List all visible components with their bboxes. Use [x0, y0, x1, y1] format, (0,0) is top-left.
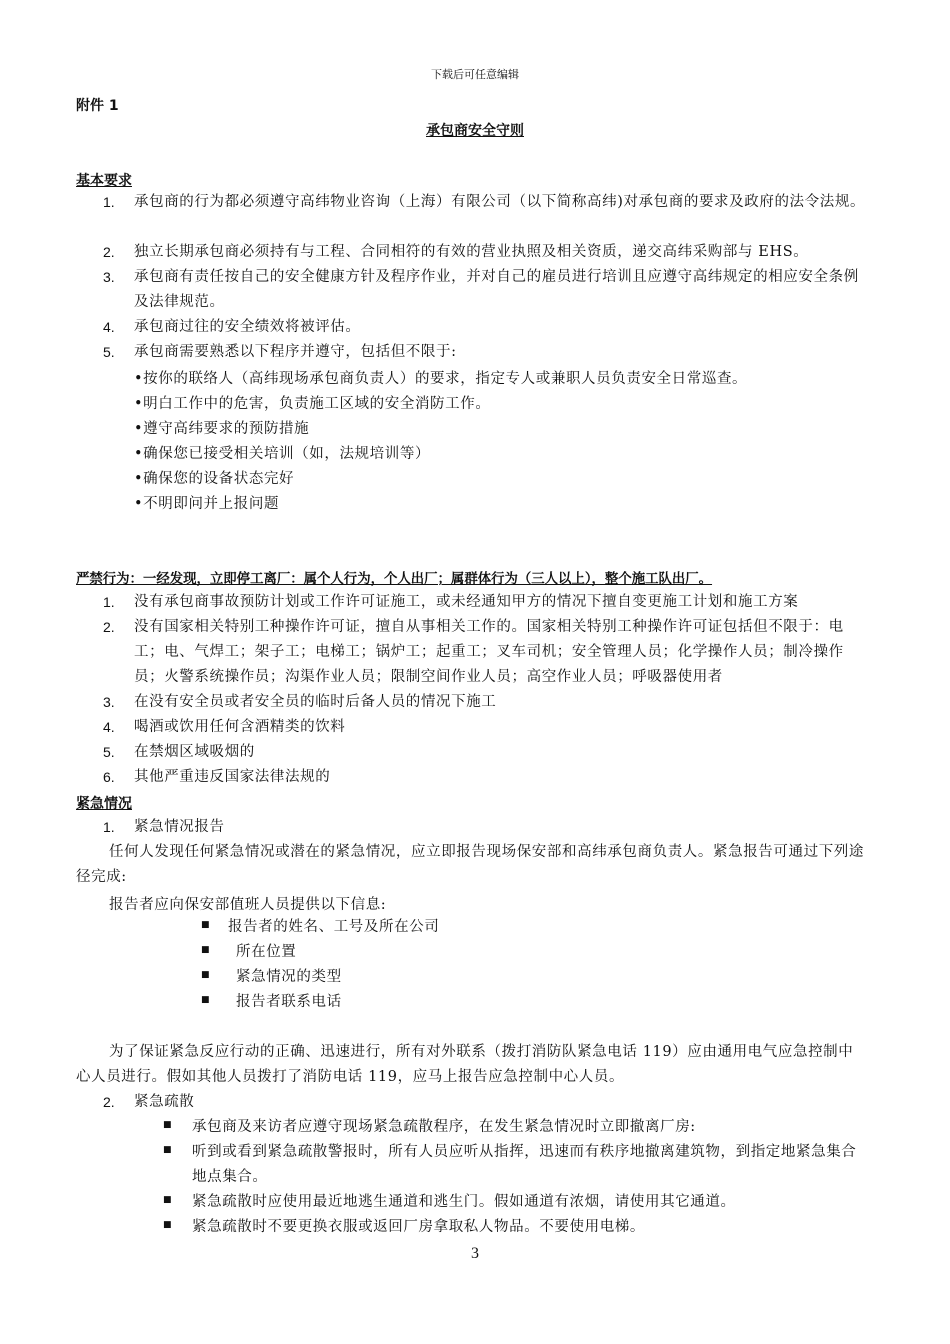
info-item: 紧急情况的类型: [236, 969, 342, 985]
evac-item: 紧急疏散时应使用最近地逃生通道和逃生门。假如通道有浓烟，请使用其它通道。: [192, 1194, 736, 1210]
square-bullet-icon: ■: [201, 945, 210, 955]
square-bullet-icon: ■: [201, 970, 210, 980]
contact-paragraph: 为了保证紧急反应行动的正确、迅速进行，所有对外联系（拨打消防队紧急电话 119）应由通用电气应急控制中心人员进行。假如其他人员拨打了消防电话 119，应马上报告应急控制中心人员。: [76, 1044, 854, 1085]
item-number: 6.: [103, 769, 115, 785]
info-intro: 报告者应向保安部值班人员提供以下信息:: [109, 897, 387, 913]
square-bullet-icon: ■: [201, 995, 210, 1005]
square-bullet-icon: ■: [201, 920, 210, 930]
item-number: 3.: [103, 694, 115, 710]
bullet-item: •遵守高纬要求的预防措施: [134, 421, 310, 437]
subsection-label: 紧急情况报告: [134, 819, 225, 835]
page-number: 3: [471, 1245, 479, 1262]
item-text: 承包商过往的安全绩效将被评估。: [134, 319, 361, 335]
item-text: 没有承包商事故预防计划或工作许可证施工，或未经通知甲方的情况下擅自变更施工计划和施工方案: [134, 594, 799, 610]
info-item: 所在位置: [236, 944, 297, 960]
bullet-item: •不明即问并上报问题: [134, 496, 280, 512]
bullet-item: •确保您已接受相关培训（如，法规培训等）: [134, 446, 431, 462]
item-text: 喝酒或饮用任何含酒精类的饮料: [134, 719, 346, 735]
square-bullet-icon: ■: [163, 1145, 172, 1155]
report-paragraph: 任何人发现任何紧急情况或潜在的紧急情况，应立即报告现场保安部和高纬承包商负责人。紧急报告可通过下列途径完成:: [76, 844, 864, 885]
item-text: 承包商的行为都必须遵守高纬物业咨询（上海）有限公司（以下简称高纬)对承包商的要求及政府的法令法规。: [134, 194, 866, 210]
subsection-number: 1.: [103, 819, 115, 835]
bullet-item: •确保您的设备状态完好: [134, 471, 295, 487]
item-number: 4.: [103, 319, 115, 335]
item-number: 2.: [103, 619, 115, 635]
subsection-number: 2.: [103, 1094, 115, 1110]
item-text: 没有国家相关特别工种操作许可证，擅自从事相关工作的。国家相关特别工种操作许可证包括但不限于：电工；电、气焊工；架子工；电梯工；锅炉工；起重工；叉车司机；安全管理人员；化学操作人员；制冷操作员；火警系统操作员；沟渠作业人员；限制空间作业人员；高空作业人员；呼吸器使用者: [134, 619, 844, 685]
square-bullet-icon: ■: [163, 1120, 172, 1130]
evac-item: 听到或看到紧急疏散警报时，所有人员应听从指挥，迅速而有秩序地撤离建筑物，到指定地紧急集合地点集合。: [192, 1144, 857, 1185]
section-heading-basic: 基本要求: [76, 173, 132, 189]
evac-item: 紧急疏散时不要更换衣服或返回厂房拿取私人物品。不要使用电梯。: [192, 1219, 645, 1235]
item-text: 独立长期承包商必须持有与工程、合同相符的有效的营业执照及相关资质，递交高纬采购部与 EHS。: [134, 244, 809, 260]
bullet-item: •按你的联络人（高纬现场承包商负责人）的要求，指定专人或兼职人员负责安全日常巡查。: [134, 371, 748, 387]
item-text: 承包商需要熟悉以下程序并遵守，包括但不限于:: [134, 344, 457, 360]
section-heading-emergency: 紧急情况: [76, 796, 132, 812]
item-number: 2.: [103, 244, 115, 260]
square-bullet-icon: ■: [163, 1220, 172, 1230]
section-heading-forbidden: 严禁行为：一经发现，立即停工离厂：属个人行为，个人出厂；属群体行为（三人以上），整个施工队出厂。: [76, 572, 713, 587]
square-bullet-icon: ■: [163, 1195, 172, 1205]
bullet-item: •明白工作中的危害，负责施工区域的安全消防工作。: [134, 396, 491, 412]
subsection-label: 紧急疏散: [134, 1094, 195, 1110]
header-note: 下载后可任意编辑: [431, 68, 519, 81]
item-number: 4.: [103, 719, 115, 735]
info-item: 报告者的姓名、工号及所在公司: [228, 919, 440, 935]
document-title: 承包商安全守则: [426, 123, 524, 139]
item-number: 5.: [103, 344, 115, 360]
item-number: 5.: [103, 744, 115, 760]
item-number: 1.: [103, 194, 115, 210]
item-number: 3.: [103, 269, 115, 285]
annex-label: 附件 1: [76, 98, 119, 114]
item-text: 其他严重违反国家法律法规的: [134, 769, 331, 785]
item-number: 1.: [103, 594, 115, 610]
item-text: 承包商有责任按自己的安全健康方针及程序作业，并对自己的雇员进行培训且应遵守高纬规定的相应安全条例及法律规范。: [134, 269, 859, 310]
info-item: 报告者联系电话: [236, 994, 342, 1010]
evac-item: 承包商及来访者应遵守现场紧急疏散程序，在发生紧急情况时立即撤离厂房:: [192, 1119, 696, 1135]
item-text: 在没有安全员或者安全员的临时后备人员的情况下施工: [134, 694, 497, 710]
item-text: 在禁烟区域吸烟的: [134, 744, 255, 760]
